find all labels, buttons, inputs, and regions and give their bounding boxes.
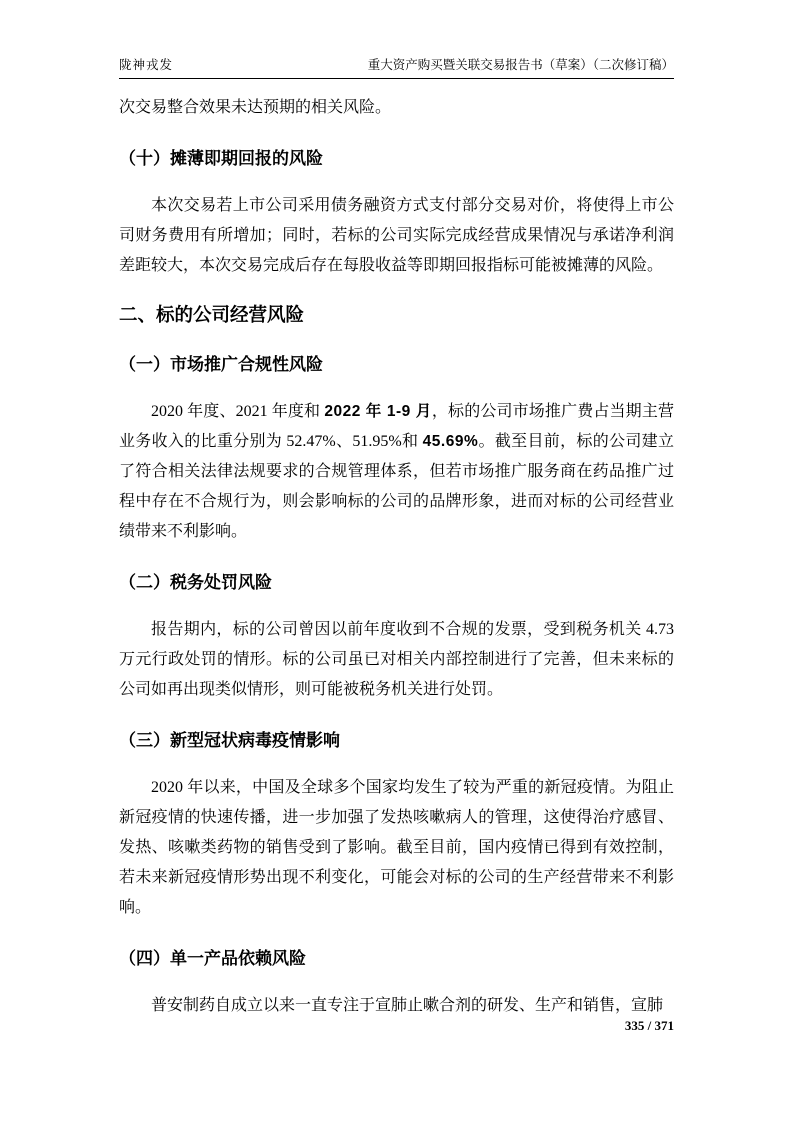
document-body [119, 93, 674, 1021]
section-1-bold-highlight: 2022 年 1-9 月 [324, 403, 432, 420]
section-1-bold-highlight: 45.69% [422, 433, 479, 450]
section-4-heading: （四）单一产品依赖风险 [119, 949, 306, 968]
section-1-text-segment: ，标的公司市场推广费占当期主营业务收入的比重分别为 52.47%、51.95%和 [119, 403, 674, 450]
section-1-heading: （一）市场推广合规性风险 [119, 355, 323, 374]
header-doc-title: 重大资产购买暨关联交易报告书（草案）（二次修订稿） [367, 58, 674, 72]
section-1-paragraph [119, 397, 674, 547]
section-3-heading: （三）新型冠状病毒疫情影响 [119, 731, 340, 750]
section-1-text-segment: 。截至目前，标的公司建立了符合相关法律法规要求的合规管理体系，但若市场推广服务商在药品推广过程中存在不合规行为，则会影响标的公司的品牌形象，进而对标的公司经营业绩带来不利影响。 [119, 433, 674, 540]
intro-paragraph: 次交易整合效果未达预期的相关风险。 [119, 99, 392, 116]
page-header [119, 57, 674, 79]
section-10-paragraph: 本次交易若上市公司采用债务融资方式支付部分交易对价，将使得上市公司财务费用有所增加；同时，若标的公司实际完成经营成果情况与承诺净利润差距较大，本次交易完成后存在每股收益等即期回报指标可能被摊薄的风险。 [119, 197, 674, 274]
section-2-heading: （二）税务处罚风险 [119, 573, 272, 592]
page-number: 335 / 371 [624, 1018, 674, 1033]
section-10-heading: （十）摊薄即期回报的风险 [119, 149, 323, 168]
section-3-paragraph: 2020 年以来，中国及全球多个国家均发生了较为严重的新冠疫情。为阻止新冠疫情的快速传播，进一步加强了发热咳嗽病人的管理，这使得治疗感冒、发热、咳嗽类药物的销售受到了影响。截至目前，国内疫情已得到有效控制，若未来新冠疫情形势出现不利变化，可能会对标的公司的生产经营带来不利影响。 [119, 779, 674, 916]
chapter-2-heading: 二、标的公司经营风险 [119, 304, 305, 325]
section-2-paragraph: 报告期内，标的公司曾因以前年度收到不合规的发票，受到税务机关 4.73 万元行政处罚的情形。标的公司虽已对相关内部控制进行了完善，但未来标的公司如再出现类似情形，则可能被税务机关进行处罚。 [119, 621, 674, 698]
section-4-paragraph: 普安制药自成立以来一直专注于宣肺止嗽合剂的研发、生产和销售，宣肺 [151, 997, 664, 1014]
header-company-name: 陇神戎发 [119, 58, 174, 72]
section-1-text-segment: 2020 年度、2021 年度和 [151, 403, 325, 420]
